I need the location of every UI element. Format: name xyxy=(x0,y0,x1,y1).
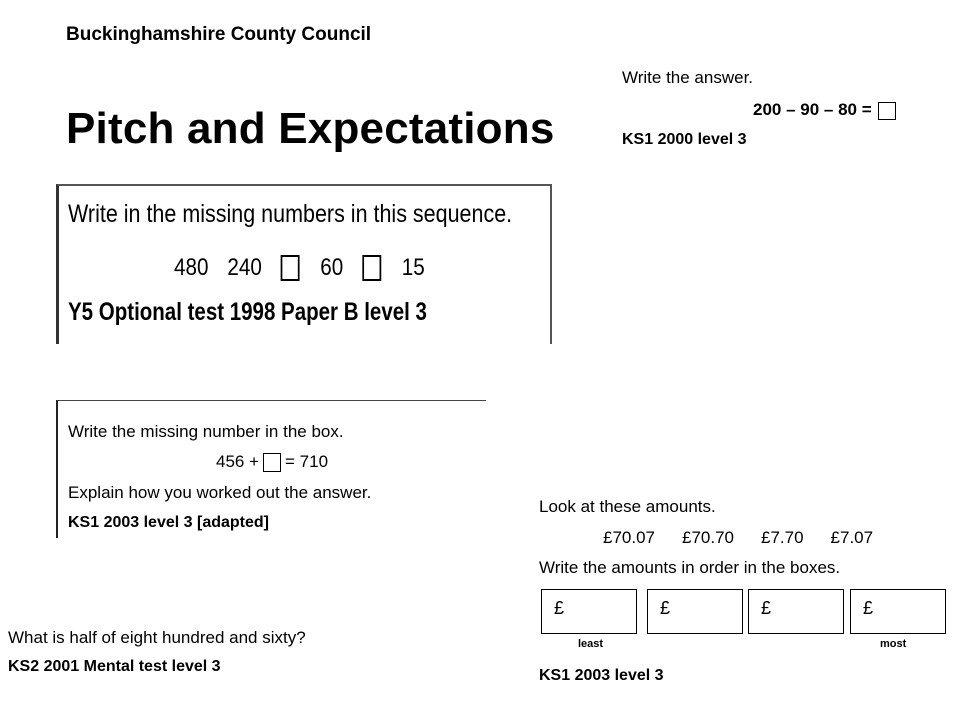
sequence-number: 480 xyxy=(174,253,209,281)
amount-item: £70.07 xyxy=(603,528,655,547)
page-title: Pitch and Expectations xyxy=(66,104,555,153)
sequence-number: 15 xyxy=(401,253,425,281)
q4-prompt: Look at these amounts. xyxy=(539,497,716,516)
q3-explain-text: Explain how you worked out the answer. xyxy=(68,483,372,502)
q2-prompt: Write in the missing numbers in this sequence. xyxy=(68,200,513,228)
q5-source-label: KS2 2001 Mental test level 3 xyxy=(8,658,221,675)
q3-equation xyxy=(216,452,328,472)
sequence-number: 60 xyxy=(320,253,344,281)
order-answer-box[interactable]: £ xyxy=(647,589,743,634)
q3-prompt: Write the missing number in the box. xyxy=(68,422,344,441)
least-label: least xyxy=(578,638,604,650)
q3-source-label: KS1 2003 level 3 [adapted] xyxy=(68,514,269,531)
q1-equation-text: 200 – 90 – 80 = xyxy=(753,100,872,119)
sequence-blank-box[interactable] xyxy=(362,255,381,281)
q1-prompt: Write the answer. xyxy=(622,68,754,87)
q3-equation-left: 456 + xyxy=(216,452,260,471)
q5-prompt: What is half of eight hundred and sixty? xyxy=(8,628,306,647)
q1-equation xyxy=(753,100,896,120)
amount-item: £7.07 xyxy=(830,528,874,547)
q3-equation-right: = 710 xyxy=(285,452,329,471)
amount-item: £7.70 xyxy=(761,528,804,547)
sequence-number: 240 xyxy=(227,253,262,281)
order-answer-box[interactable]: £ xyxy=(850,589,946,634)
q2-sequence xyxy=(174,253,444,282)
q1-answer-box[interactable] xyxy=(878,102,896,120)
q4-amount-list xyxy=(603,528,900,548)
q2-source-label: Y5 Optional test 1998 Paper B level 3 xyxy=(68,298,427,326)
q4-source-label: KS1 2003 level 3 xyxy=(539,667,664,684)
most-label: most xyxy=(880,638,907,650)
q3-answer-box[interactable] xyxy=(263,453,281,472)
organisation-name: Buckinghamshire County Council xyxy=(66,24,372,45)
amount-item: £70.70 xyxy=(682,528,734,547)
order-answer-box[interactable]: £ xyxy=(541,589,637,634)
order-answer-box[interactable]: £ xyxy=(748,589,844,634)
sequence-blank-box[interactable] xyxy=(281,255,300,281)
q4-instruction: Write the amounts in order in the boxes. xyxy=(539,558,841,577)
q1-source-label: KS1 2000 level 3 xyxy=(622,131,747,148)
